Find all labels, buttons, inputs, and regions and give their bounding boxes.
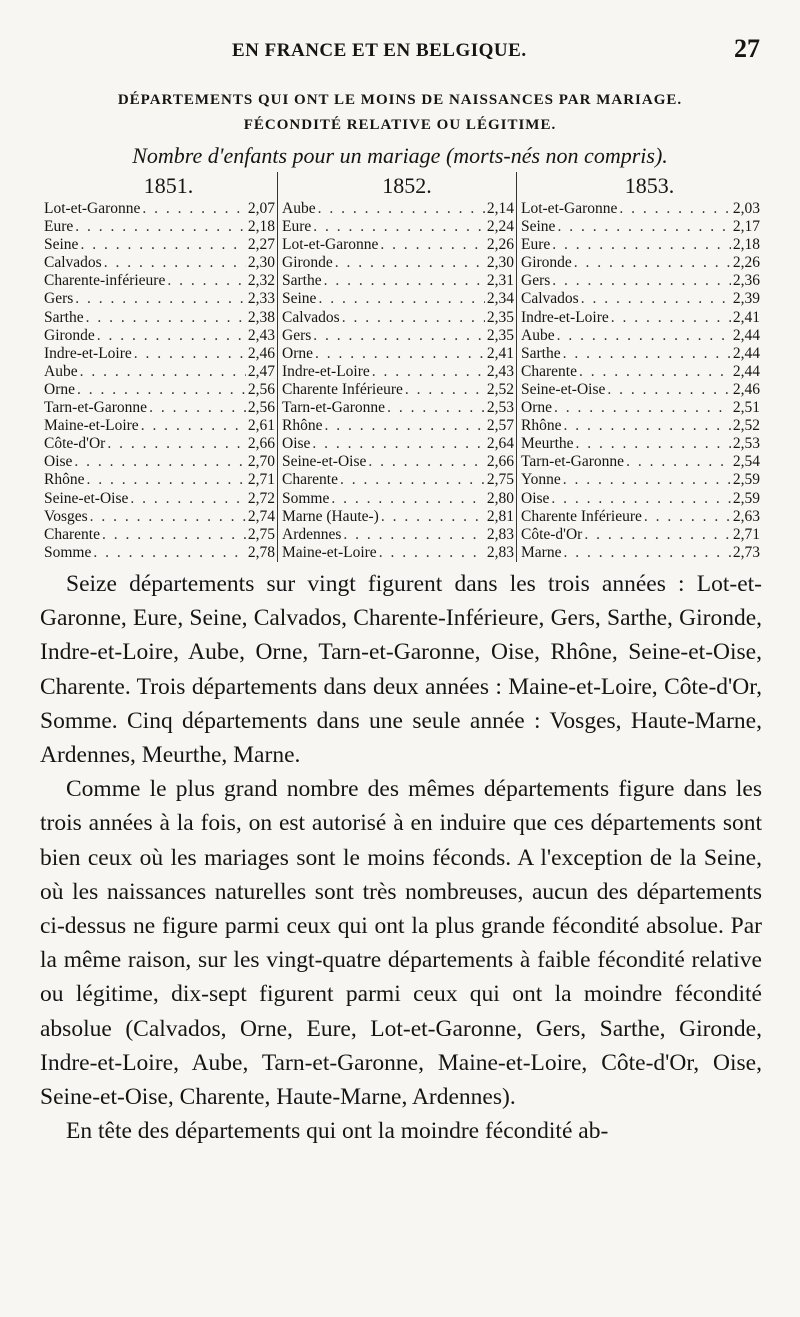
department-name: Charente-inférieure [44, 272, 166, 290]
dot-leader [551, 490, 730, 508]
dot-leader [552, 236, 731, 254]
table-row [282, 453, 516, 471]
children-per-marriage: 2,66 [486, 453, 514, 471]
department-name: Charente Inférieure [521, 507, 642, 525]
dot-leader [149, 399, 246, 417]
department-name: Lot-et-Garonne [282, 236, 379, 254]
children-per-marriage: 2,03 [732, 200, 760, 217]
dot-leader [335, 254, 485, 272]
department-name: Gironde [521, 254, 572, 272]
children-per-marriage: 2,46 [732, 380, 760, 398]
dot-leader [563, 544, 730, 562]
department-name: Oise [282, 435, 311, 453]
table-row [44, 218, 277, 236]
table-row [521, 309, 762, 327]
table-row [44, 544, 277, 562]
children-per-marriage: 2,44 [732, 326, 760, 344]
children-per-marriage: 2,30 [486, 254, 514, 272]
department-name: Calvados [282, 308, 340, 326]
body-text [40, 567, 762, 1148]
table-row [44, 453, 277, 471]
department-list [517, 200, 762, 562]
dot-leader [107, 435, 246, 453]
children-per-marriage: 2,64 [486, 435, 514, 453]
table-row [44, 363, 277, 381]
children-per-marriage: 2,83 [486, 543, 514, 561]
table-row [44, 272, 277, 290]
table-row [521, 381, 762, 399]
table-row [282, 544, 516, 562]
children-per-marriage: 2,56 [247, 380, 275, 398]
children-per-marriage: 2,32 [247, 272, 275, 290]
table-row [521, 218, 762, 236]
department-name: Gers [282, 326, 312, 344]
department-name: Calvados [521, 290, 579, 308]
dot-leader [312, 435, 484, 453]
dot-leader [324, 272, 485, 290]
table-row [521, 490, 762, 508]
table-row [282, 236, 516, 254]
table-row [282, 490, 516, 508]
table-row [44, 381, 277, 399]
dot-leader [74, 453, 245, 471]
dot-leader [318, 200, 485, 218]
department-name: Tarn-et-Garonne [282, 399, 386, 417]
dot-leader [313, 327, 485, 345]
dot-leader [77, 381, 246, 399]
children-per-marriage: 2,18 [247, 218, 275, 236]
department-name: Calvados [44, 254, 102, 272]
children-per-marriage: 2,81 [486, 507, 514, 525]
table-row [282, 471, 516, 489]
department-name: Seine-et-Oise [44, 489, 129, 507]
department-name: Marne (Haute-) [282, 507, 379, 525]
table-row [282, 327, 516, 345]
table-row [521, 290, 762, 308]
dot-leader [324, 417, 484, 435]
table-row [44, 254, 277, 272]
department-name: Eure [282, 218, 312, 236]
dot-leader [557, 218, 730, 236]
table-row [282, 508, 516, 526]
children-per-marriage: 2,34 [486, 290, 514, 308]
department-name: Seine-et-Oise [521, 380, 606, 398]
dot-leader [75, 290, 246, 308]
children-per-marriage: 2,51 [732, 399, 760, 417]
department-name: Gers [44, 290, 74, 308]
dot-leader [75, 218, 246, 236]
children-per-marriage: 2,35 [486, 326, 514, 344]
year-header: 1851. [143, 173, 194, 198]
children-per-marriage: 2,39 [732, 290, 760, 308]
paragraph: En tête des départements qui ont la moindre fécondité ab- [66, 1118, 609, 1145]
children-per-marriage: 2,17 [732, 218, 760, 236]
dot-leader [405, 381, 485, 399]
table-row [521, 272, 762, 290]
department-name: Eure [521, 236, 551, 254]
children-per-marriage: 2,41 [732, 308, 760, 326]
department-name: Oise [521, 489, 550, 507]
children-per-marriage: 2,59 [732, 471, 760, 489]
table-row [282, 526, 516, 544]
dot-leader [313, 218, 485, 236]
table-row [44, 236, 277, 254]
year-header: 1852. [382, 173, 432, 198]
children-per-marriage: 2,31 [486, 272, 514, 290]
running-title: EN FRANCE ET EN BELGIQUE. [232, 40, 527, 61]
department-name: Oise [44, 453, 73, 471]
table-row [282, 417, 516, 435]
table-row [521, 399, 762, 417]
dot-leader [579, 363, 731, 381]
dot-leader [644, 508, 731, 526]
children-per-marriage: 2,52 [486, 380, 514, 398]
children-per-marriage: 2,72 [247, 489, 275, 507]
year-header: 1853. [624, 173, 675, 198]
table-title-secondary: FÉCONDITÉ RELATIVE OU LÉGITIME. [243, 117, 557, 133]
department-name: Aube [44, 362, 78, 380]
children-per-marriage: 2,47 [247, 362, 275, 380]
children-per-marriage: 2,61 [247, 417, 275, 435]
table-row [44, 327, 277, 345]
dot-leader [142, 200, 245, 218]
dot-leader [380, 236, 484, 254]
page-number: 27 [734, 34, 760, 63]
department-name: Indre-et-Loire [282, 362, 370, 380]
children-per-marriage: 2,78 [247, 543, 275, 561]
department-name: Sarthe [282, 272, 322, 290]
table-row [44, 526, 277, 544]
dot-leader [331, 490, 485, 508]
dot-leader [97, 327, 246, 345]
department-name: Aube [282, 200, 316, 217]
children-per-marriage: 2,26 [732, 254, 760, 272]
children-per-marriage: 2,52 [732, 417, 760, 435]
children-per-marriage: 2,38 [247, 308, 275, 326]
department-name: Seine-et-Oise [282, 453, 367, 471]
department-name: Sarthe [44, 308, 84, 326]
department-name: Seine [521, 218, 556, 236]
department-name: Gers [521, 272, 551, 290]
children-per-marriage: 2,57 [486, 417, 514, 435]
children-per-marriage: 2,53 [732, 435, 760, 453]
children-per-marriage: 2,83 [486, 525, 514, 543]
children-per-marriage: 2,53 [486, 399, 514, 417]
children-per-marriage: 2,71 [247, 471, 275, 489]
department-name: Marne [521, 543, 562, 561]
department-name: Seine [44, 236, 79, 254]
table-row [521, 254, 762, 272]
year-column-1852 [277, 172, 516, 562]
children-per-marriage: 2,59 [732, 489, 760, 507]
paragraph: Seize départements sur vingt figurent dans les trois années : Lot-et-Garonne, Eure, Seine, Calvados, Charente-Inférieure, Gers, Sarthe, Gironde, Indre-et-Loire, Aube, Orne, Tarn-et-Garonne, Oise, Rhône, Seine-et-Oise, Charente. Trois départements dans deux années : Maine-et-Loire, Côte-d'Or, Somme. Cinq départements dans une seule année : Vosges, Haute-Marne, Ardennes, Meurthe, Marne. [40, 571, 762, 769]
children-per-marriage: 2,36 [732, 272, 760, 290]
table-row [521, 544, 762, 562]
children-per-marriage: 2,75 [486, 471, 514, 489]
department-name: Orne [282, 344, 313, 362]
table-subtitle: Nombre d'enfants pour un mariage (morts-nés non compris). [132, 143, 668, 168]
department-name: Charente [521, 362, 577, 380]
dot-leader [340, 471, 485, 489]
department-name: Indre-et-Loire [521, 308, 609, 326]
dot-leader [167, 272, 246, 290]
children-per-marriage: 2,41 [486, 344, 514, 362]
table-row [282, 345, 516, 363]
table-row [521, 236, 762, 254]
children-per-marriage: 2,27 [247, 236, 275, 254]
children-per-marriage: 2,70 [247, 453, 275, 471]
dot-leader [554, 399, 731, 417]
table-row [44, 471, 277, 489]
dot-leader [93, 544, 246, 562]
dot-leader [318, 290, 484, 308]
department-name: Sarthe [521, 344, 561, 362]
dot-leader [574, 254, 731, 272]
dot-leader [611, 309, 731, 327]
children-per-marriage: 2,63 [732, 507, 760, 525]
table-row [521, 200, 762, 218]
dot-leader [626, 453, 731, 471]
dot-leader [104, 254, 246, 272]
table-row [521, 417, 762, 435]
table-row [282, 381, 516, 399]
dot-leader [381, 508, 485, 526]
department-name: Eure [44, 218, 74, 236]
children-per-marriage: 2,71 [732, 525, 760, 543]
children-per-marriage: 2,26 [486, 236, 514, 254]
children-per-marriage: 2,14 [486, 200, 514, 217]
department-name: Vosges [44, 507, 88, 525]
dot-leader [584, 526, 731, 544]
dot-leader [343, 526, 484, 544]
children-per-marriage: 2,44 [732, 362, 760, 380]
department-name: Maine-et-Loire [44, 417, 139, 435]
department-name: Orne [44, 380, 75, 398]
table-row [44, 508, 277, 526]
department-name: Rhône [44, 471, 85, 489]
table-row [282, 290, 516, 308]
department-name: Seine [282, 290, 317, 308]
children-per-marriage: 2,56 [247, 399, 275, 417]
children-per-marriage: 2,54 [732, 453, 760, 471]
children-per-marriage: 2,43 [247, 326, 275, 344]
dot-leader [619, 200, 730, 218]
dot-leader [379, 544, 485, 562]
dot-leader [552, 272, 731, 290]
department-name: Aube [521, 326, 555, 344]
running-head [0, 36, 800, 72]
department-list [278, 200, 516, 562]
children-per-marriage: 2,80 [486, 489, 514, 507]
dot-leader [557, 327, 731, 345]
dot-leader [90, 508, 246, 526]
table-row [521, 508, 762, 526]
fecundity-table [40, 172, 762, 562]
dot-leader [342, 309, 485, 327]
dot-leader [387, 399, 485, 417]
department-name: Orne [521, 399, 552, 417]
dot-leader [86, 471, 245, 489]
children-per-marriage: 2,44 [732, 344, 760, 362]
department-name: Lot-et-Garonne [44, 200, 141, 217]
children-per-marriage: 2,66 [247, 435, 275, 453]
table-row [521, 327, 762, 345]
department-name: Yonne [521, 471, 561, 489]
dot-leader [563, 471, 731, 489]
department-name: Indre-et-Loire [44, 344, 132, 362]
department-name: Gironde [44, 326, 95, 344]
department-name: Côte-d'Or [521, 525, 583, 543]
department-name: Côte-d'Or [44, 435, 106, 453]
children-per-marriage: 2,43 [486, 362, 514, 380]
children-per-marriage: 2,07 [247, 200, 275, 217]
dot-leader [372, 363, 485, 381]
department-name: Gironde [282, 254, 333, 272]
dot-leader [368, 453, 485, 471]
children-per-marriage: 2,24 [486, 218, 514, 236]
table-row [521, 453, 762, 471]
table-row [282, 218, 516, 236]
department-name: Charente [282, 471, 338, 489]
table-row [44, 200, 277, 218]
department-name: Somme [282, 489, 330, 507]
table-row [521, 435, 762, 453]
children-per-marriage: 2,18 [732, 236, 760, 254]
department-name: Somme [44, 543, 92, 561]
children-per-marriage: 2,46 [247, 344, 275, 362]
dot-leader [80, 363, 246, 381]
year-column-1851 [40, 172, 277, 562]
table-row [44, 345, 277, 363]
department-name: Ardennes [282, 525, 342, 543]
department-name: Meurthe [521, 435, 574, 453]
children-per-marriage: 2,33 [247, 290, 275, 308]
dot-leader [134, 345, 246, 363]
table-row [282, 309, 516, 327]
dot-leader [576, 435, 731, 453]
table-row [44, 417, 277, 435]
children-per-marriage: 2,30 [247, 254, 275, 272]
children-per-marriage: 2,74 [247, 507, 275, 525]
table-title: DÉPARTEMENTS QUI ONT LE MOINS DE NAISSANCES PAR MARIAGE. [117, 92, 683, 108]
department-name: Tarn-et-Garonne [44, 399, 148, 417]
table-row [521, 363, 762, 381]
department-name: Tarn-et-Garonne [521, 453, 625, 471]
table-row [521, 471, 762, 489]
table-row [282, 363, 516, 381]
table-row [44, 290, 277, 308]
dot-leader [607, 381, 731, 399]
department-list [40, 200, 277, 562]
table-row [282, 435, 516, 453]
dot-leader [581, 290, 731, 308]
table-row [282, 200, 516, 218]
department-name: Rhône [521, 417, 562, 435]
department-name: Lot-et-Garonne [521, 200, 618, 217]
table-row [282, 254, 516, 272]
dot-leader [80, 236, 245, 254]
children-per-marriage: 2,35 [486, 308, 514, 326]
department-name: Charente [44, 525, 100, 543]
paragraph: Comme le plus grand nombre des mêmes départements figure dans les trois années à la fois, on est autorisé à en induire que ces départements sont bien ceux où les mariages sont le moins féconds. A l'exception de la Seine, où les naissances naturelles sont très nombreuses, aucun des départements ci-dessus ne figure parmi ceux qui ont la plus grande fécondité absolue. Par la même raison, sur les vingt-quatre départements à faible fécondité relative ou légitime, dix-sept figurent parmi ceux qui ont la moindre fécondité absolue (Calvados, Orne, Eure, Lot-et-Garonne, Gers, Sarthe, Gironde, Indre-et-Loire, Aube, Tarn-et-Garonne, Maine-et-Loire, Côte-d'Or, Oise, Seine-et-Oise, Charente, Haute-Marne, Ardennes). [40, 776, 762, 1111]
table-row [282, 272, 516, 290]
dot-leader [315, 345, 485, 363]
table-row [44, 490, 277, 508]
dot-leader [563, 417, 730, 435]
dot-leader [102, 526, 246, 544]
children-per-marriage: 2,73 [732, 543, 760, 561]
table-row [44, 399, 277, 417]
dot-leader [86, 309, 246, 327]
dot-leader [130, 490, 246, 508]
table-row [521, 526, 762, 544]
dot-leader [563, 345, 731, 363]
dot-leader [141, 417, 246, 435]
children-per-marriage: 2,75 [247, 525, 275, 543]
department-name: Charente Inférieure [282, 380, 403, 398]
table-row [44, 435, 277, 453]
department-name: Maine-et-Loire [282, 543, 377, 561]
table-row [44, 309, 277, 327]
table-row [282, 399, 516, 417]
table-row [521, 345, 762, 363]
department-name: Rhône [282, 417, 323, 435]
year-column-1853 [516, 172, 762, 562]
